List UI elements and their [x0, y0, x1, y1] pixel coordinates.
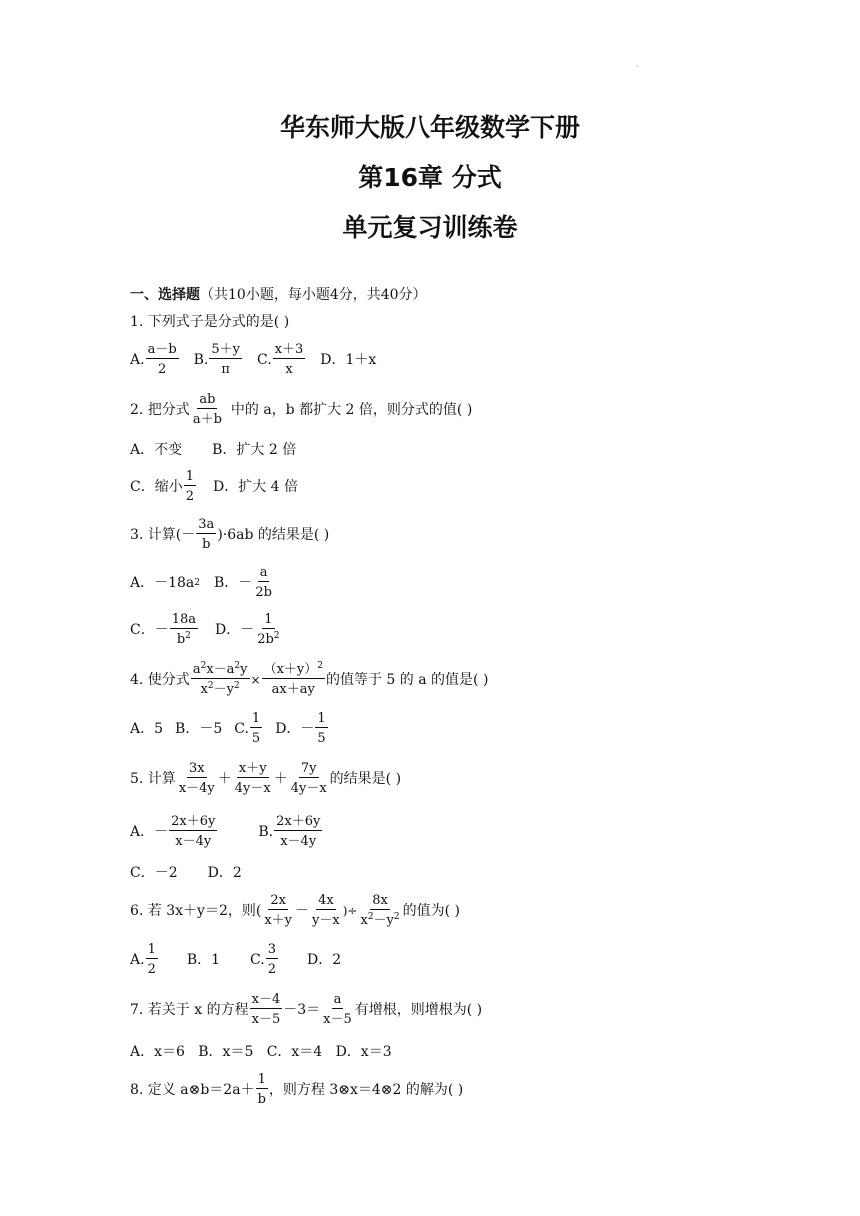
divide-sign: )÷: [342, 903, 358, 918]
numerator: 8x: [372, 893, 388, 908]
denominator: π: [221, 362, 230, 377]
section-heading: [130, 284, 427, 304]
q6-fraction-1: [262, 894, 294, 927]
term: x: [360, 913, 368, 928]
q1-opt-a-fraction: [146, 343, 179, 376]
q2-pre: 2. 把分式: [130, 401, 190, 418]
denominator: b: [257, 1092, 266, 1107]
doc-subtitle: 单元复习训练卷: [342, 213, 518, 242]
numerator: 3x: [188, 761, 205, 776]
q6-post: 的值为( ): [402, 902, 461, 919]
q5-opt-a-fraction: [169, 815, 217, 848]
denominator: 5: [251, 731, 261, 746]
numerator: 1: [185, 469, 194, 484]
q1-opt-c-fraction: [273, 343, 306, 376]
chapter-title: 第16章 分式: [358, 163, 502, 192]
exponent: 2: [200, 661, 207, 671]
denominator: 2: [267, 962, 276, 977]
denominator-base: 2b: [257, 632, 274, 647]
numerator: 1: [251, 711, 261, 726]
q4-opt-d: D．－: [275, 720, 315, 737]
q3-opt-c-fraction: [170, 613, 198, 646]
q1-opt-d: D．1＋x: [320, 351, 377, 368]
question-1-stem: 1. 下列式子是分式的是( ): [130, 314, 290, 330]
q4-post: 的值等于 5 的 a 的值是( ): [325, 671, 489, 688]
q4-fraction-1: [191, 663, 250, 696]
q7-mid: －3＝: [283, 1001, 321, 1018]
q3-opt-b: B．－: [214, 574, 253, 591]
question-5-options-cd: [130, 866, 242, 880]
q5-opt-b: B.: [258, 823, 274, 840]
doc-title: 华东师大版八年级数学下册: [279, 113, 580, 142]
denominator: 2: [157, 362, 167, 377]
numerator: 4x: [318, 893, 334, 908]
denominator: x＋y: [264, 913, 293, 928]
question-7-options: A．x＝6 B．x＝5 C．x＝4 D．x＝3: [130, 1044, 392, 1060]
q7-pre: 7. 若关于 x 的方程: [130, 1001, 249, 1018]
numerator: 1: [317, 711, 326, 726]
q4-opt-c: C.: [234, 720, 249, 737]
numerator: ab: [199, 392, 216, 407]
term: x: [200, 682, 208, 697]
q5-opt-a: A．－: [130, 823, 169, 840]
q1-opt-a-label: A.: [130, 351, 145, 368]
question-2-options-cd: [130, 470, 298, 503]
denominator: x－5: [251, 1012, 281, 1027]
question-3-options-ab: A．－18a 2 B．－ $\frac{a}{2b}$: [130, 565, 272, 600]
term: （x＋y）: [263, 662, 318, 677]
denominator: ax＋ay: [271, 682, 315, 697]
question-1-options: [130, 343, 376, 376]
q8-post: ，则方程 3⊗x＝4⊗2 的解为( ): [268, 1081, 464, 1098]
term: x－a: [206, 662, 235, 677]
denominator: a＋b: [192, 412, 222, 427]
q8-pre: 8. 定义 a⊗b＝2a＋: [130, 1081, 255, 1098]
q3-pre: 3. 计算(－: [130, 526, 196, 543]
q2-fraction: [191, 393, 224, 426]
denominator-base: b: [176, 632, 186, 647]
term: －y: [373, 913, 394, 928]
numerator: x＋y: [238, 761, 267, 776]
numerator: 1: [264, 612, 273, 627]
numerator: 7y: [300, 761, 317, 776]
q1-opt-b-label: B.: [193, 351, 209, 368]
numerator: 1: [257, 1072, 266, 1087]
term: y: [240, 662, 248, 677]
question-8-stem: [130, 1073, 463, 1106]
plus-sign: ＋: [217, 770, 232, 787]
plus-sign: ＋: [273, 770, 288, 787]
q5-fraction-1: [177, 762, 217, 795]
numerator: a: [333, 992, 342, 1007]
denominator: [199, 679, 242, 696]
numerator: 1: [147, 942, 156, 957]
question-4-stem: [130, 663, 488, 696]
q6-fraction-3: [358, 894, 401, 927]
q3-opt-b-fraction: [253, 566, 274, 599]
q7-fraction-2: [321, 993, 354, 1026]
exponent: 2: [273, 631, 280, 641]
q3-opt-c: C．－: [130, 621, 169, 638]
q1-opt-c-label: C.: [257, 351, 272, 368]
q5-opt-c: C．－2: [130, 865, 178, 881]
denominator: [255, 629, 281, 646]
exponent: 2: [207, 681, 214, 691]
q5-opt-b-fraction: [274, 815, 322, 848]
numerator: 2x＋6y: [276, 814, 321, 829]
decorative-dot: ·: [636, 62, 639, 71]
numerator: 18a: [171, 612, 197, 627]
numerator: 3: [267, 942, 276, 957]
question-5-options-ab: [130, 815, 323, 848]
denominator: [175, 629, 193, 646]
q2-post: 中的 a，b 都扩大 2 倍，则分式的值( ): [230, 401, 473, 418]
q2-opt-b: B．扩大 2 倍: [212, 442, 297, 458]
question-3-stem: [130, 518, 329, 551]
q3-fraction: [196, 518, 216, 551]
q2-opt-d: D．扩大 4 倍: [213, 478, 299, 495]
numerator: 2x: [270, 893, 286, 908]
q6-opt-a: A.: [130, 951, 145, 968]
q3-opt-d-fraction: [255, 613, 281, 646]
numerator: [191, 663, 250, 679]
term: －y: [213, 682, 234, 697]
q5-pre: 5. 计算: [130, 770, 176, 787]
denominator: y－x: [312, 913, 340, 928]
q6-opt-a-fraction: [146, 943, 158, 976]
exponent: 2: [185, 631, 191, 641]
exponent: 2: [234, 681, 240, 691]
q6-pre: 6. 若 3x＋y＝2，则(: [130, 902, 262, 919]
exponent: 2: [367, 912, 374, 922]
numerator: 5＋y: [211, 342, 241, 357]
q6-opt-c: C.: [250, 951, 265, 968]
numerator: 2x＋6y: [171, 814, 216, 829]
question-2-options-ab: [130, 443, 296, 457]
denominator: x: [285, 362, 293, 377]
denominator: x－4y: [175, 834, 212, 849]
term: a: [192, 662, 201, 677]
numerator: [262, 663, 325, 679]
q2-opt-c: C．缩小: [130, 478, 183, 495]
q4-fraction-2: [262, 663, 325, 696]
q1-opt-b-fraction: [209, 343, 242, 376]
q4-opt-c-fraction: [250, 712, 262, 745]
q4-opt-d-fraction: [315, 712, 327, 745]
numerator: 3a: [198, 517, 215, 532]
exponent: 2: [234, 661, 241, 671]
denominator: b: [202, 537, 211, 552]
q3-opt-a: A．－18a: [130, 574, 195, 591]
numerator: x＋3: [274, 342, 304, 357]
numerator: a－b: [147, 342, 177, 357]
q5-fraction-2: [233, 762, 273, 795]
q5-opt-d: D．2: [207, 865, 242, 881]
q6-opt-c-fraction: [266, 943, 278, 976]
q3-opt-d: D．－: [215, 621, 255, 638]
q2-opt-a: A．不变: [130, 442, 183, 458]
question-7-stem: [130, 993, 482, 1026]
q3-post: )·6ab 的结果是( ): [217, 526, 330, 543]
numerator: x－4: [251, 992, 281, 1007]
numerator: a: [259, 565, 268, 580]
denominator: 4y－x: [234, 781, 271, 796]
q4-opt-a: A．5: [130, 720, 164, 737]
denominator: x－5: [323, 1012, 352, 1027]
denominator: 4y－x: [290, 781, 327, 796]
denominator: x－4y: [178, 781, 215, 796]
question-4-options: [130, 712, 329, 745]
question-5-stem: [130, 762, 401, 795]
q4-pre: 4. 使分式: [130, 671, 190, 688]
denominator: 5: [317, 731, 326, 746]
section-info: （共10小题，每小题4分，共40分）: [200, 287, 427, 303]
denominator: x－4y: [280, 834, 317, 849]
denominator: [358, 910, 401, 927]
q2-opt-c-fraction: [184, 470, 196, 503]
q7-fraction-1: [250, 993, 283, 1026]
q7-post: 有增根，则增根为( ): [354, 1001, 483, 1018]
exponent: 2: [317, 661, 323, 671]
question-3-options-cd: [130, 613, 283, 646]
question-2-stem: [130, 393, 472, 426]
section-label: 一、选择题: [130, 287, 200, 303]
q8-fraction: [256, 1073, 268, 1106]
exponent: 2: [393, 912, 400, 922]
q4-opt-b: B．－5: [175, 720, 223, 737]
q6-fraction-2: [310, 894, 342, 927]
q5-post: 的结果是( ): [329, 770, 402, 787]
q6-opt-d: D．2: [307, 951, 342, 968]
q6-opt-b: B．1: [186, 951, 221, 968]
minus-sign: －: [295, 902, 310, 919]
question-6-options: [130, 943, 341, 976]
times-sign: ×: [250, 672, 261, 687]
denominator: 2: [147, 962, 156, 977]
denominator: 2: [185, 489, 194, 504]
question-6-stem: [130, 894, 460, 927]
q5-fraction-3: [289, 762, 329, 795]
denominator: 2b: [255, 585, 272, 600]
